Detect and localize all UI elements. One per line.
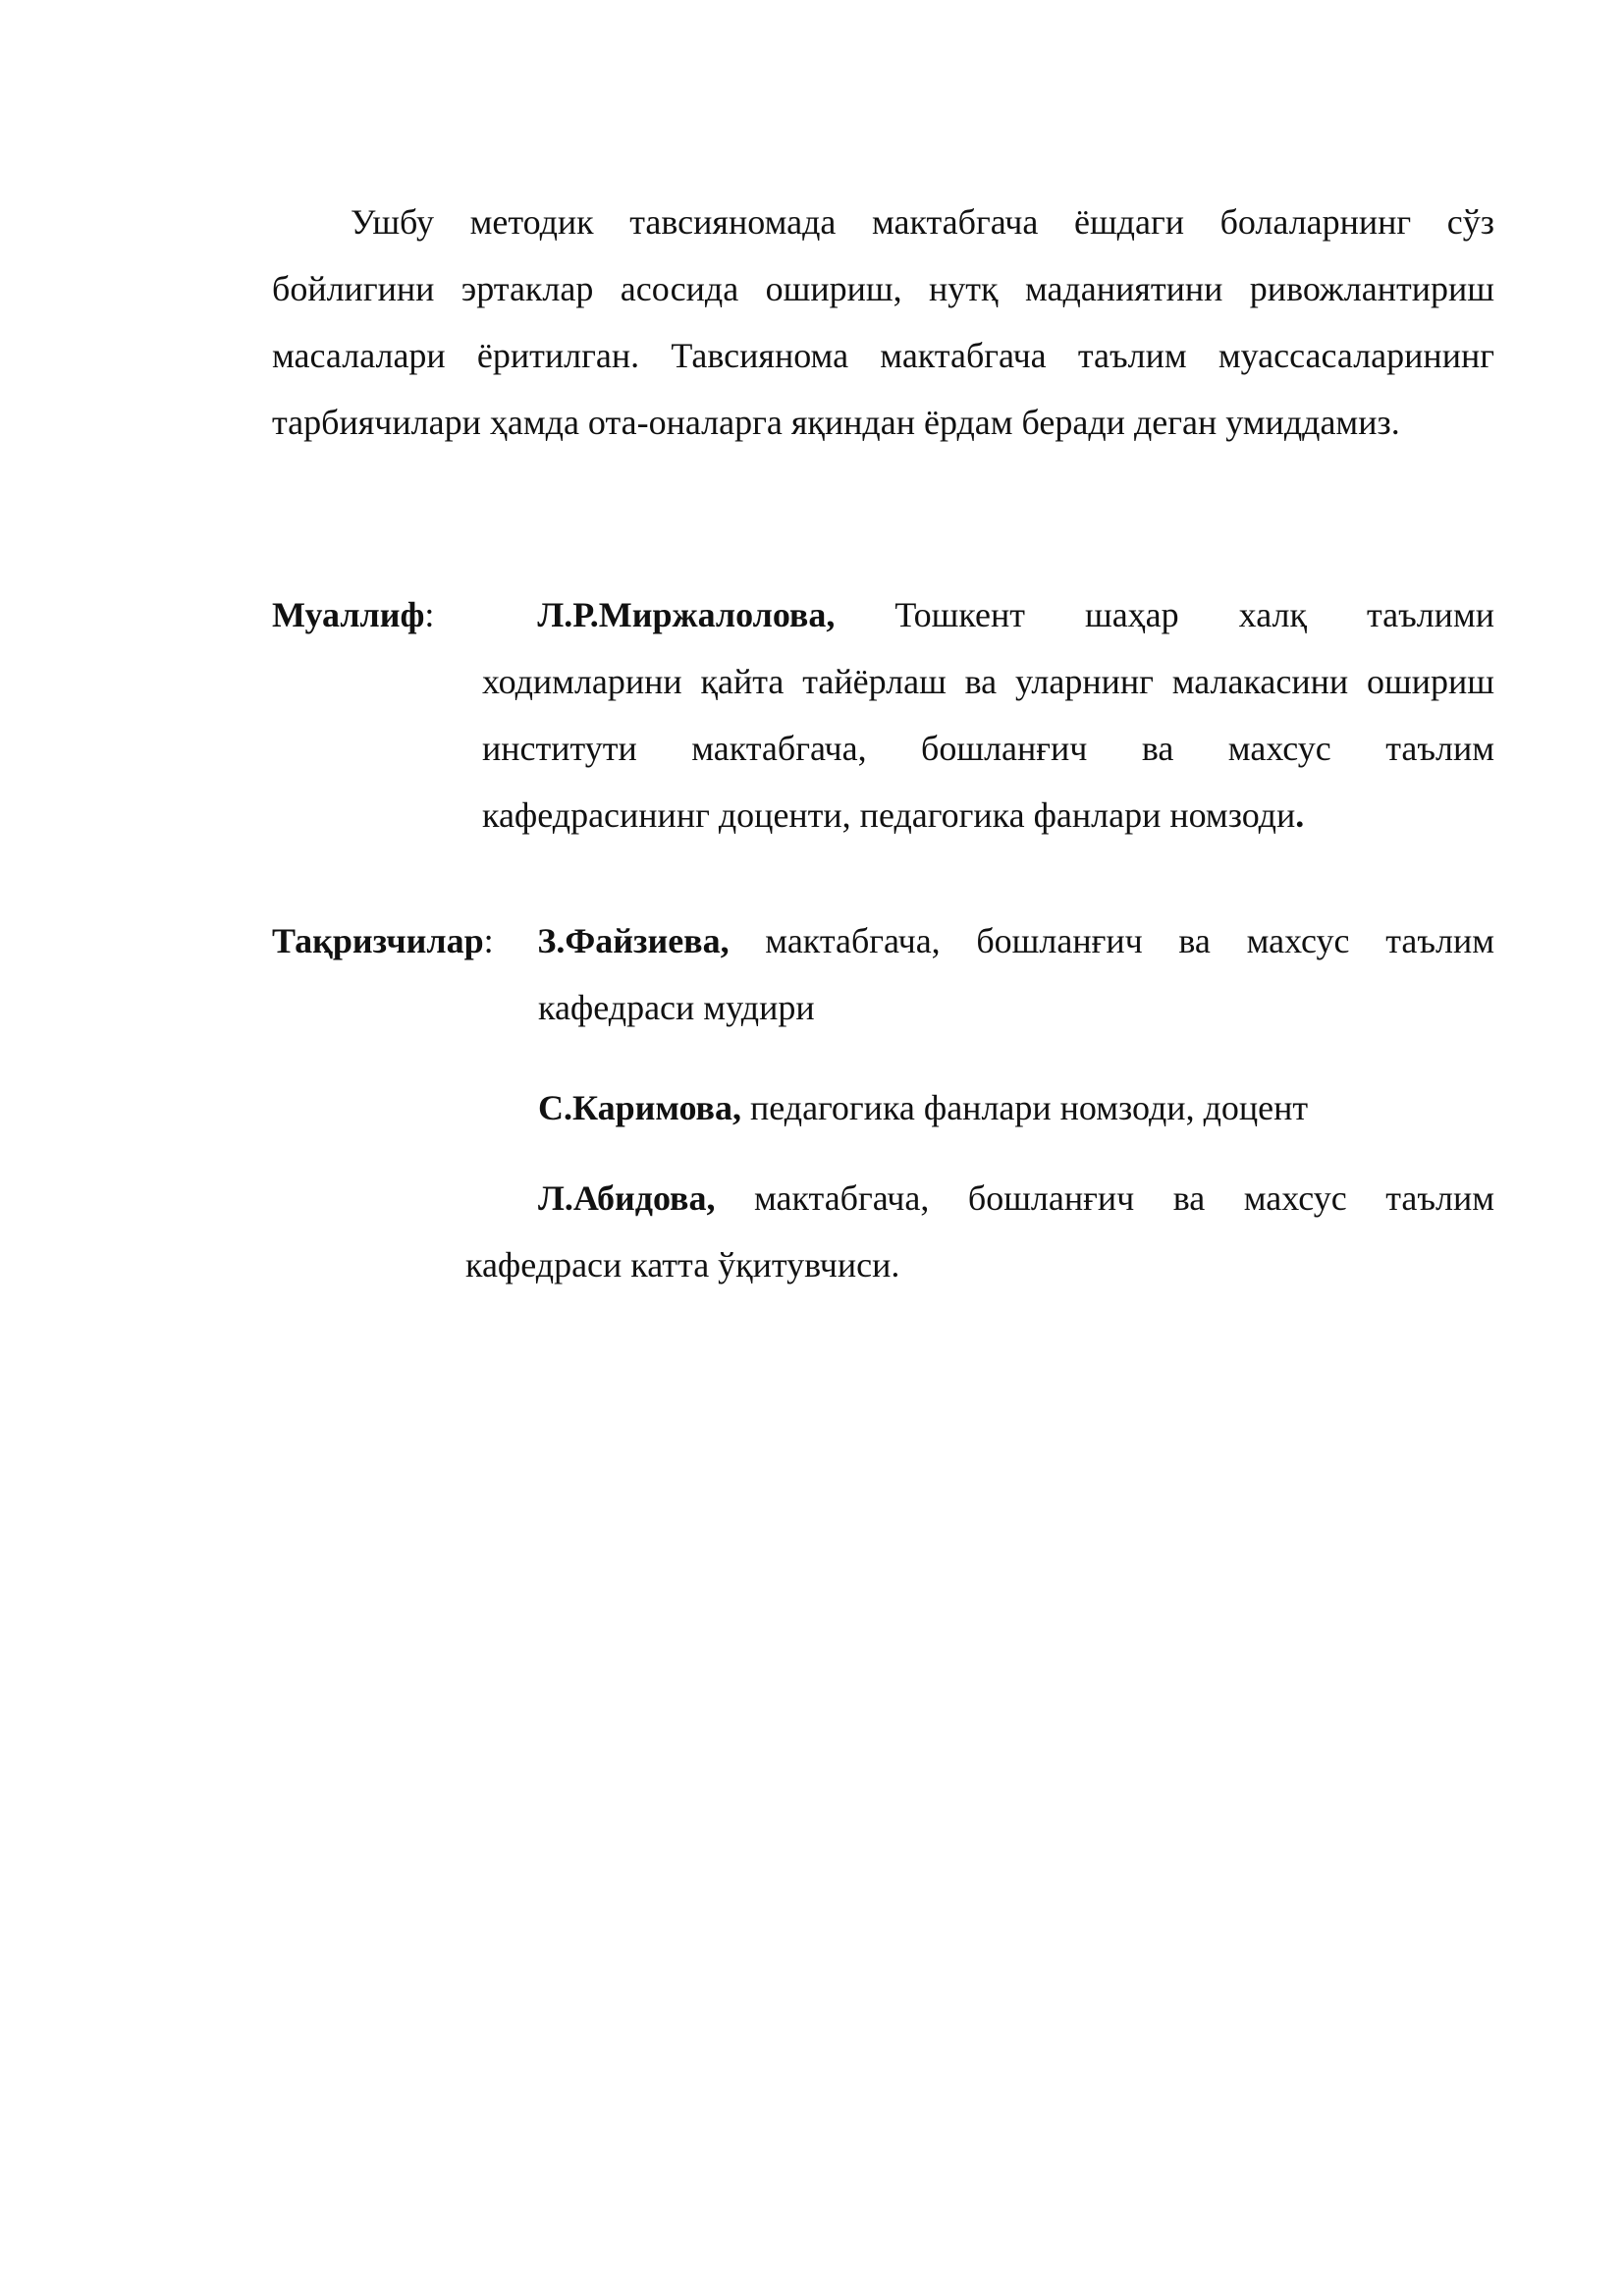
reviewer-line [538,1074,1494,1141]
author-affiliation-continuation: ходимларини қайта тайёрлаш ва уларнинг малакасини ошириш институти мактабгача, бошланғич ва махсус таълим кафедрасининг доценти, педагогика фанлари номзоди [482,662,1494,835]
reviewer-position: мактабгача, бошланғич ва махсус таълим [754,1178,1494,1218]
author-affiliation [482,648,1494,848]
reviewers-colon: : [483,921,494,960]
reviewers-label: Тақризчилар [272,921,484,960]
author-name: Л.Р.Миржалолова, [537,595,836,634]
intro-paragraph: Ушбу методик тавсияномада мактабгача ёшдаги болаларнинг сўз бойлигини эртаклар асосида ошириш, нутқ маданиятини ривожлантириш масалалари ёритилган. Тавсиянома мактабгача таълим муассасаларининг тарбиячилари ҳамда ота-оналарга яқиндан ёрдам беради деган умиддамиз. [272,202,1494,442]
reviewer-name: С.Каримова, [538,1088,741,1127]
author-period: . [1295,795,1305,835]
reviewer-position-continuation: кафедраси катта ўқитувчиси. [465,1245,900,1285]
author-colon: : [424,595,435,634]
author-first-line [272,581,1494,648]
reviewer-line [538,1165,1494,1231]
author-label: Муаллиф [272,595,425,634]
reviewer-name: Л.Абидова, [538,1178,716,1218]
reviewer-position-continuation: кафедраси мудири [538,988,815,1027]
reviewer-position: мактабгача, бошланғич ва махсус таълим [765,921,1494,960]
reviewer-name: З.Файзиева, [537,921,730,960]
reviewer-position: педагогика фанлари номзоди, доцент [749,1088,1309,1127]
author-affiliation-start: Тошкент шаҳар халқ таълими [894,595,1494,634]
reviewer-first-line [272,907,1494,974]
